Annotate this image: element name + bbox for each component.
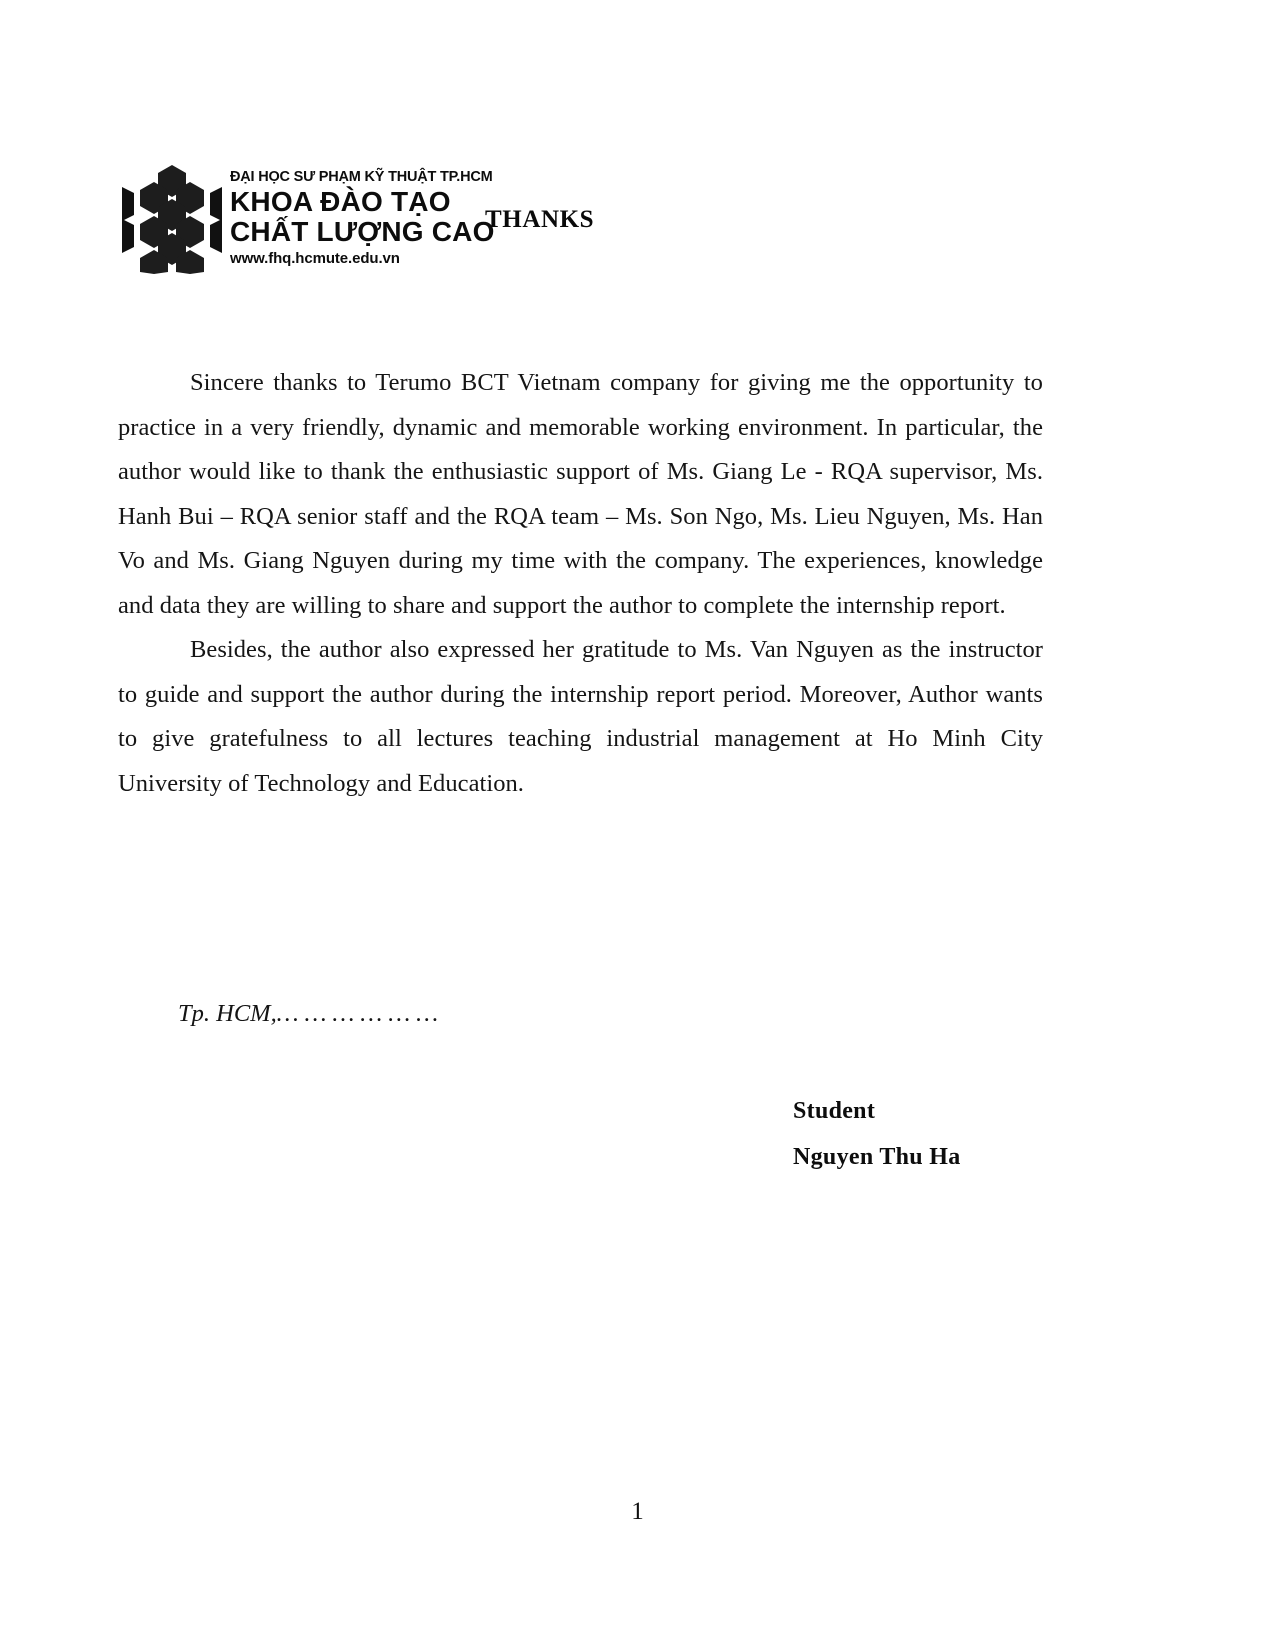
document-body: [118, 361, 1043, 806]
hexagon-honeycomb-logo-icon: [120, 162, 224, 274]
paragraph-acknowledgement-company: Sincere thanks to Terumo BCT Vietnam company for giving me the opportunity to practice in a very friendly, dynamic and memorable working environment. In particular, the author would like to thank the enthusiastic support of Ms. Giang Le - RQA supervisor, Ms. Hanh Bui – RQA senior staff and the RQA team – Ms. Son Ngo, Ms. Lieu Nguyen, Ms. Han Vo and Ms. Giang Nguyen during my time with the company. The experiences, knowledge and data they are willing to share and support the author to complete the internship report.: [118, 369, 1043, 619]
university-logo-block: [120, 162, 495, 274]
document-header: [120, 162, 920, 287]
place-and-date-line: Tp. HCM,… … … … … …: [178, 1000, 439, 1027]
faculty-website-url: www.fhq.hcmute.edu.vn: [230, 250, 400, 268]
faculty-name-line-1: KHOA ĐÀO TẠO: [230, 186, 451, 218]
university-logo-text: [230, 170, 495, 267]
signature-name: Nguyen Thu Ha: [793, 1144, 961, 1170]
faculty-name-line-2: CHẤT LƯỢNG CAO: [230, 216, 495, 248]
page-number: 1: [631, 1498, 644, 1525]
signature-role: Student: [793, 1098, 876, 1124]
signature-block: [793, 1088, 961, 1180]
university-name-line: ĐẠI HỌC SƯ PHẠM KỸ THUẬT TP.HCM: [230, 168, 493, 185]
page-title: THANKS: [485, 206, 595, 233]
paragraph-acknowledgement-instructor: Besides, the author also expressed her gratitude to Ms. Van Nguyen as the instructor to guide and support the author during the internship report period. Moreover, Author wants to give gratefulness to all lectures teaching industrial management at Ho Minh City University of Technology and Education.: [118, 636, 1043, 797]
